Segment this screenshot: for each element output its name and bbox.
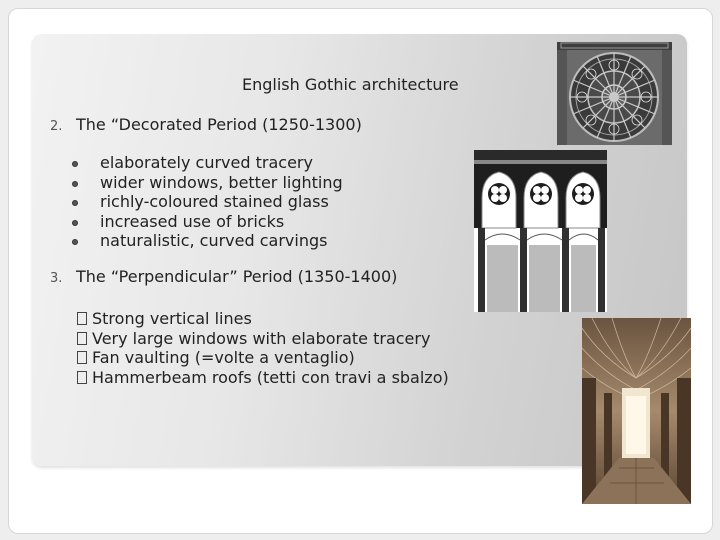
bullet-icon xyxy=(72,220,78,226)
section-heading-text: The “Decorated Period (1250-1300) xyxy=(76,115,362,134)
list-item xyxy=(77,309,449,329)
list-item-text: wider windows, better lighting xyxy=(100,172,343,192)
fan-vaulted-cloister-photo xyxy=(582,318,691,504)
slide-title: English Gothic architecture xyxy=(242,75,459,94)
list-item-text: Strong vertical lines xyxy=(92,309,252,328)
list-item xyxy=(77,329,449,349)
list-item-text: Very large windows with elaborate tracery xyxy=(92,328,431,348)
checkbox-bullet-icon xyxy=(77,371,87,384)
list-item-text: Fan vaulting (=volte a ventaglio) xyxy=(92,348,355,367)
bullet-icon xyxy=(72,200,78,206)
list-item xyxy=(70,173,343,193)
section-number: 2. xyxy=(50,119,63,134)
perpendicular-features-list xyxy=(77,309,449,387)
list-item-text: naturalistic, curved carvings xyxy=(100,231,328,250)
list-item-text: elaborately curved tracery xyxy=(100,153,313,172)
gothic-tracery-drawing xyxy=(474,150,607,312)
list-item-text: richly-coloured stained glass xyxy=(100,192,329,211)
list-item xyxy=(70,212,343,232)
list-item xyxy=(77,368,449,388)
decorated-features-list xyxy=(70,153,343,251)
list-item-text: increased use of bricks xyxy=(100,211,285,231)
checkbox-bullet-icon xyxy=(77,332,87,345)
list-item xyxy=(70,153,343,173)
list-item xyxy=(77,348,449,368)
bullet-icon xyxy=(72,239,78,245)
rose-window-photo xyxy=(557,42,672,145)
checkbox-bullet-icon xyxy=(77,312,87,325)
list-item xyxy=(70,192,343,212)
section-heading-text: The “Perpendicular” Period (1350-1400) xyxy=(76,267,398,286)
bullet-icon xyxy=(72,181,78,187)
list-item-text: Hammerbeam roofs (tetti con travi a sbalzo) xyxy=(92,367,449,387)
list-item xyxy=(70,231,343,251)
section-perpendicular-heading xyxy=(50,267,397,286)
section-number: 3. xyxy=(50,271,63,286)
checkbox-bullet-icon xyxy=(77,351,87,364)
bullet-icon xyxy=(72,161,78,167)
section-decorated-heading xyxy=(50,115,362,134)
